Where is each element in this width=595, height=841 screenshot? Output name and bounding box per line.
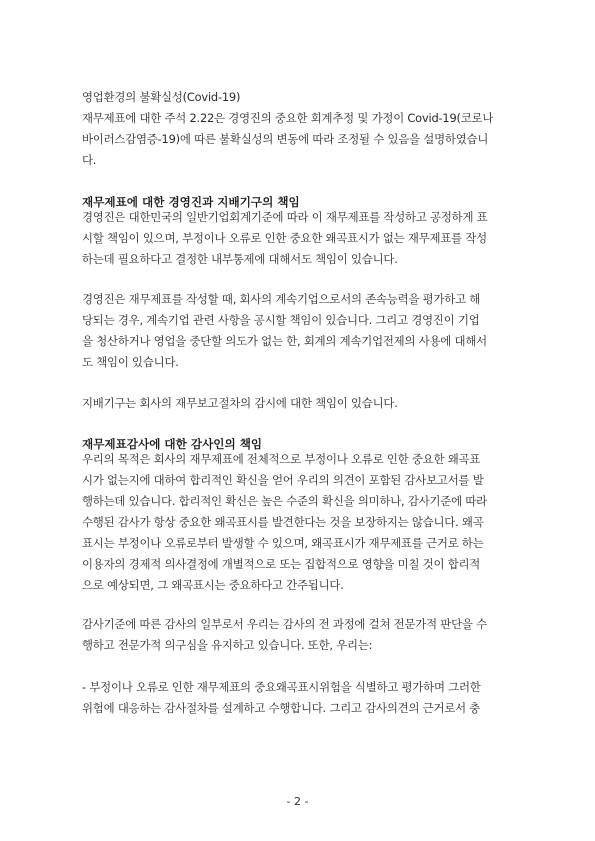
- mgmt-paragraph-1: [82, 207, 524, 270]
- covid-title: 영업환경의 불확실성(Covid-19): [82, 90, 241, 104]
- paragraph-line: 당되는 경우, 계속기업 관련 사항을 공시할 책임이 있습니다. 그리고 경영진이 기업: [82, 313, 480, 327]
- audit-paragraph-1: [82, 449, 524, 596]
- page-number: - 2 -: [286, 795, 309, 808]
- paragraph-line: 도 책임이 있습니다.: [82, 355, 179, 369]
- paragraph-line: 경영진은 재무제표를 작성할 때, 회사의 계속기업으로서의 존속능력을 평가하고 해: [82, 292, 481, 306]
- paragraph-line: 시할 책임이 있으며, 부정이나 오류로 인한 중요한 왜곡표시가 없는 재무제표를 작성: [82, 231, 487, 245]
- paragraph-line: 수행된 감사가 항상 중요한 왜곡표시를 발견한다는 것을 보장하지는 않습니다. 왜곡: [82, 515, 484, 529]
- mgmt-heading: 재무제표에 대한 경영진과 지배기구의 책임: [82, 195, 300, 209]
- mgmt-paragraph-2: [82, 289, 524, 373]
- paragraph-line: 우리의 목적은 회사의 재무제표에 전체적으로 부정이나 오류로 인한 중요한 왜곡표: [82, 452, 481, 466]
- paragraph-line: 경영진은 대한민국의 일반기업회계기준에 따라 이 재무제표를 작성하고 공정하게 표: [82, 210, 488, 224]
- paragraph-line: 표시는 부정이나 오류로부터 발생할 수 있으며, 왜곡표시가 재무제표를 근거로 하는: [82, 536, 484, 550]
- paragraph-line: - 부정이나 오류로 인한 재무제표의 중요왜곡표시위험을 식별하고 평가하며 그러한: [82, 680, 481, 694]
- paragraph-line: 을 청산하거나 영업을 중단할 의도가 없는 한, 회계의 계속기업전제의 사용에 대해서: [82, 334, 487, 348]
- paragraph-line: 위험에 대응하는 감사절차를 설계하고 수행합니다. 그리고 감사의견의 근거로서 충: [82, 701, 481, 715]
- paragraph-line: 감사기준에 따른 감사의 일부로서 우리는 감사의 전 과정에 걸쳐 전문가적 판단을 수: [82, 617, 487, 631]
- audit-heading: 재무제표감사에 대한 감사인의 책임: [82, 437, 263, 451]
- paragraph-line: 행하는데 있습니다. 합리적인 확신은 높은 수준의 확신을 의미하나, 감사기준에 따라: [82, 494, 487, 508]
- mgmt-paragraph-3: [82, 393, 524, 414]
- covid-line: 재무제표에 대한 주석 2.22은 경영진의 중요한 회계추정 및 가정이 Covid-19(코로나: [82, 111, 494, 125]
- paragraph-line: 으로 예상되면, 그 왜곡표시는 중요하다고 간주됩니다.: [82, 578, 344, 592]
- covid-section: [82, 87, 524, 171]
- paragraph-line: 이용자의 경제적 의사결정에 개별적으로 또는 집합적으로 영향을 미칠 것이 합리적: [82, 557, 481, 571]
- covid-line: 바이러스감염증-19)에 따른 불확실성의 변동에 따라 조정될 수 있음을 설명하였습니: [82, 132, 489, 146]
- paragraph-line: 시가 없는지에 대하여 합리적인 확신을 얻어 우리의 의견이 포함된 감사보고서를 발: [82, 473, 484, 487]
- audit-paragraph-3: [82, 677, 524, 719]
- paragraph-line: 하는데 필요하다고 결정한 내부통제에 대해서도 책임이 있습니다.: [82, 252, 398, 266]
- covid-line: 다.: [82, 153, 97, 167]
- paragraph-line: 행하고 전문가적 의구심을 유지하고 있습니다. 또한, 우리는:: [82, 638, 373, 652]
- audit-paragraph-2: [82, 614, 524, 656]
- paragraph-line: 지배기구는 회사의 재무보고절차의 감시에 대한 책임이 있습니다.: [82, 396, 398, 410]
